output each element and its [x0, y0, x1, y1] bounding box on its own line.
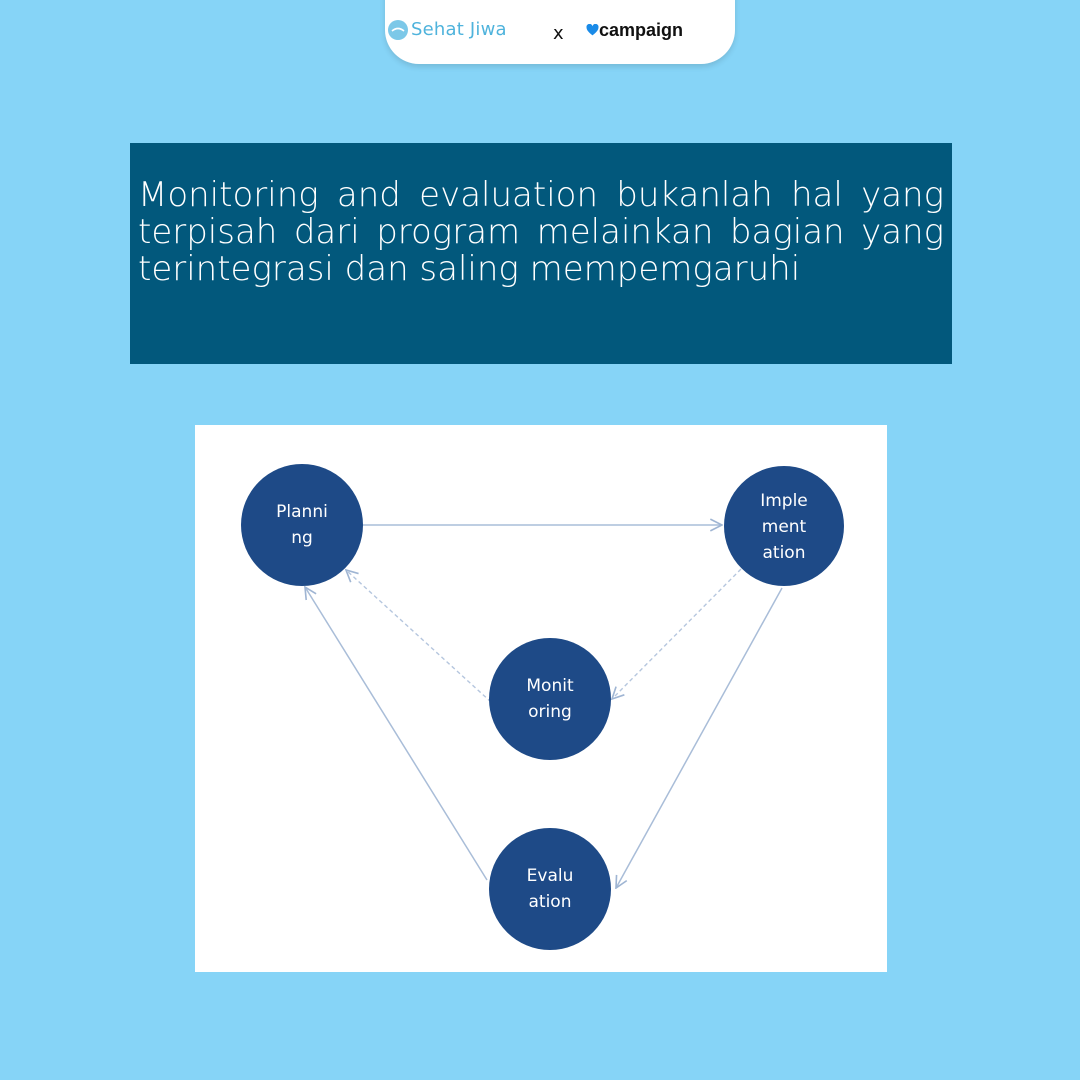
quote-banner	[130, 143, 952, 364]
edge-implementation-evaluation	[616, 588, 782, 888]
banner-text: Monitoring and evaluation bukanlah hal yang terpisah dari program melainkan bagian yang terintegrasi dan saling mempemgaruhi	[138, 175, 944, 289]
implementation-label: Imple ment ation	[760, 491, 808, 563]
sehat-jiwa-logo	[388, 19, 507, 40]
edge-monitoring-planning	[346, 570, 491, 702]
planning-label: Planni ng	[276, 502, 328, 548]
me-cycle-diagram	[195, 425, 887, 972]
edge-evaluation-planning	[305, 587, 487, 880]
campaign-brand: campaign	[599, 20, 684, 40]
heart-icon	[586, 21, 599, 40]
sehat-jiwa-icon	[388, 20, 408, 40]
sehat-jiwa-brand: Sehat Jiwa	[411, 19, 507, 40]
monitoring-label: Monit oring	[526, 676, 574, 722]
campaign-logo	[586, 20, 683, 41]
edge-implementation-monitoring	[612, 569, 741, 699]
collab-separator: x	[553, 23, 564, 44]
evaluation-label: Evalu ation	[526, 866, 574, 912]
